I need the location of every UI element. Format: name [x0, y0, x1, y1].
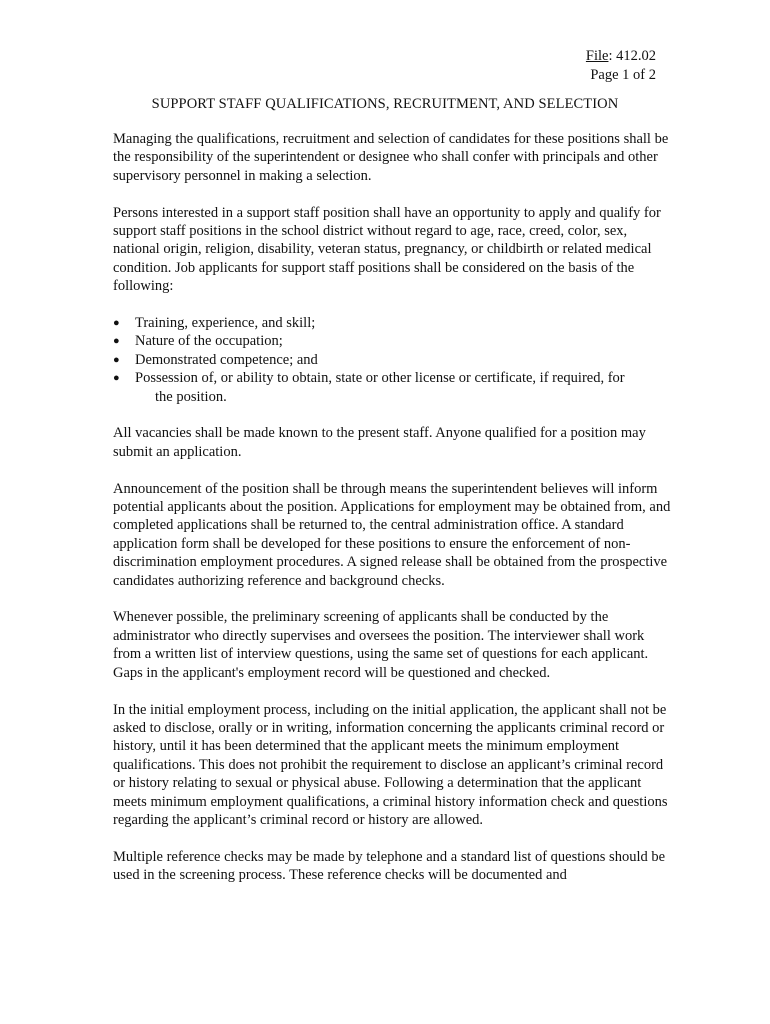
- criteria-list: [113, 314, 673, 406]
- bullet-icon: ●: [113, 317, 120, 330]
- list-item-text: Training, experience, and skill;: [135, 315, 316, 332]
- paragraph-vacancies: All vacancies shall be made known to the present staff. Anyone qualified for a position may submit an application.: [113, 425, 646, 460]
- list-item-text: Nature of the occupation;: [135, 333, 283, 350]
- list-item: [113, 332, 673, 350]
- list-item-continuation: the position.: [155, 388, 227, 405]
- paragraph-announcement: Announcement of the position shall be through means the superintendent believes will inform potential applicants about the position. Applications for employment may be obtained from, and completed applications shall be returned to, the central administration office. A standard application form shall be developed for these positions to ensure the enforcement of non-discrimination employment procedures. A signed release shall be obtained from the prospective candidates authorizing reference and background checks.: [113, 480, 671, 589]
- list-item: [113, 314, 673, 332]
- document-title: SUPPORT STAFF QUALIFICATIONS, RECRUITMENT, AND SELECTION: [151, 96, 619, 112]
- list-item: [113, 369, 673, 406]
- list-item-text: Possession of, or ability to obtain, state or other license or certificate, if required, for: [135, 370, 625, 387]
- bullet-icon: ●: [113, 335, 120, 348]
- paragraph-screening: Whenever possible, the preliminary screening of applicants shall be conducted by the administrator who directly supervises and oversees the position. The interviewer shall work from a written list of interview questions, using the same set of questions for each applicant. Gaps in the applicant's employment record will be questioned and checked.: [113, 609, 649, 681]
- file-label: File: [585, 48, 609, 64]
- bullet-icon: ●: [113, 372, 120, 385]
- bullet-icon: ●: [113, 353, 120, 366]
- list-item-text: Demonstrated competence; and: [135, 351, 318, 368]
- paragraph-criminal-record: In the initial employment process, including on the initial application, the applicant shall not be asked to disclose, orally or in writing, information concerning the applicants criminal record or history, until it has been determined that the applicant meets the minimum employment qualifications. This does not prohibit the requirement to disclose an applicant’s criminal record or history relating to sexual or physical abuse. Following a determination that the applicant meets minimum employment qualifications, a criminal history information check and questions regarding the applicant’s criminal record or history are allowed.: [113, 701, 668, 828]
- page-number: Page 1 of 2: [590, 67, 656, 83]
- paragraph-equal-opportunity: Persons interested in a support staff position shall have an opportunity to apply and qualify for support staff positions in the school district without regard to age, race, creed, color, sex, national origin, religion, disability, veteran status, pregnancy, or childbirth or related medical condition. Job applicants for support staff positions shall be considered on the basis of the following:: [113, 204, 661, 295]
- page-header: [586, 47, 656, 85]
- file-value: : 412.02: [608, 48, 656, 64]
- paragraph-responsibility: Managing the qualifications, recruitment and selection of candidates for these positions shall be the responsibility of the superintendent or designee who shall confer with principals and other supervisory personnel in making a selection.: [113, 131, 669, 184]
- file-number: [586, 47, 656, 66]
- paragraph-reference-checks: Multiple reference checks may be made by telephone and a standard list of questions should be used in the screening process. These reference checks will be documented and: [113, 848, 666, 884]
- document-body: [113, 130, 673, 903]
- list-item: [113, 351, 673, 369]
